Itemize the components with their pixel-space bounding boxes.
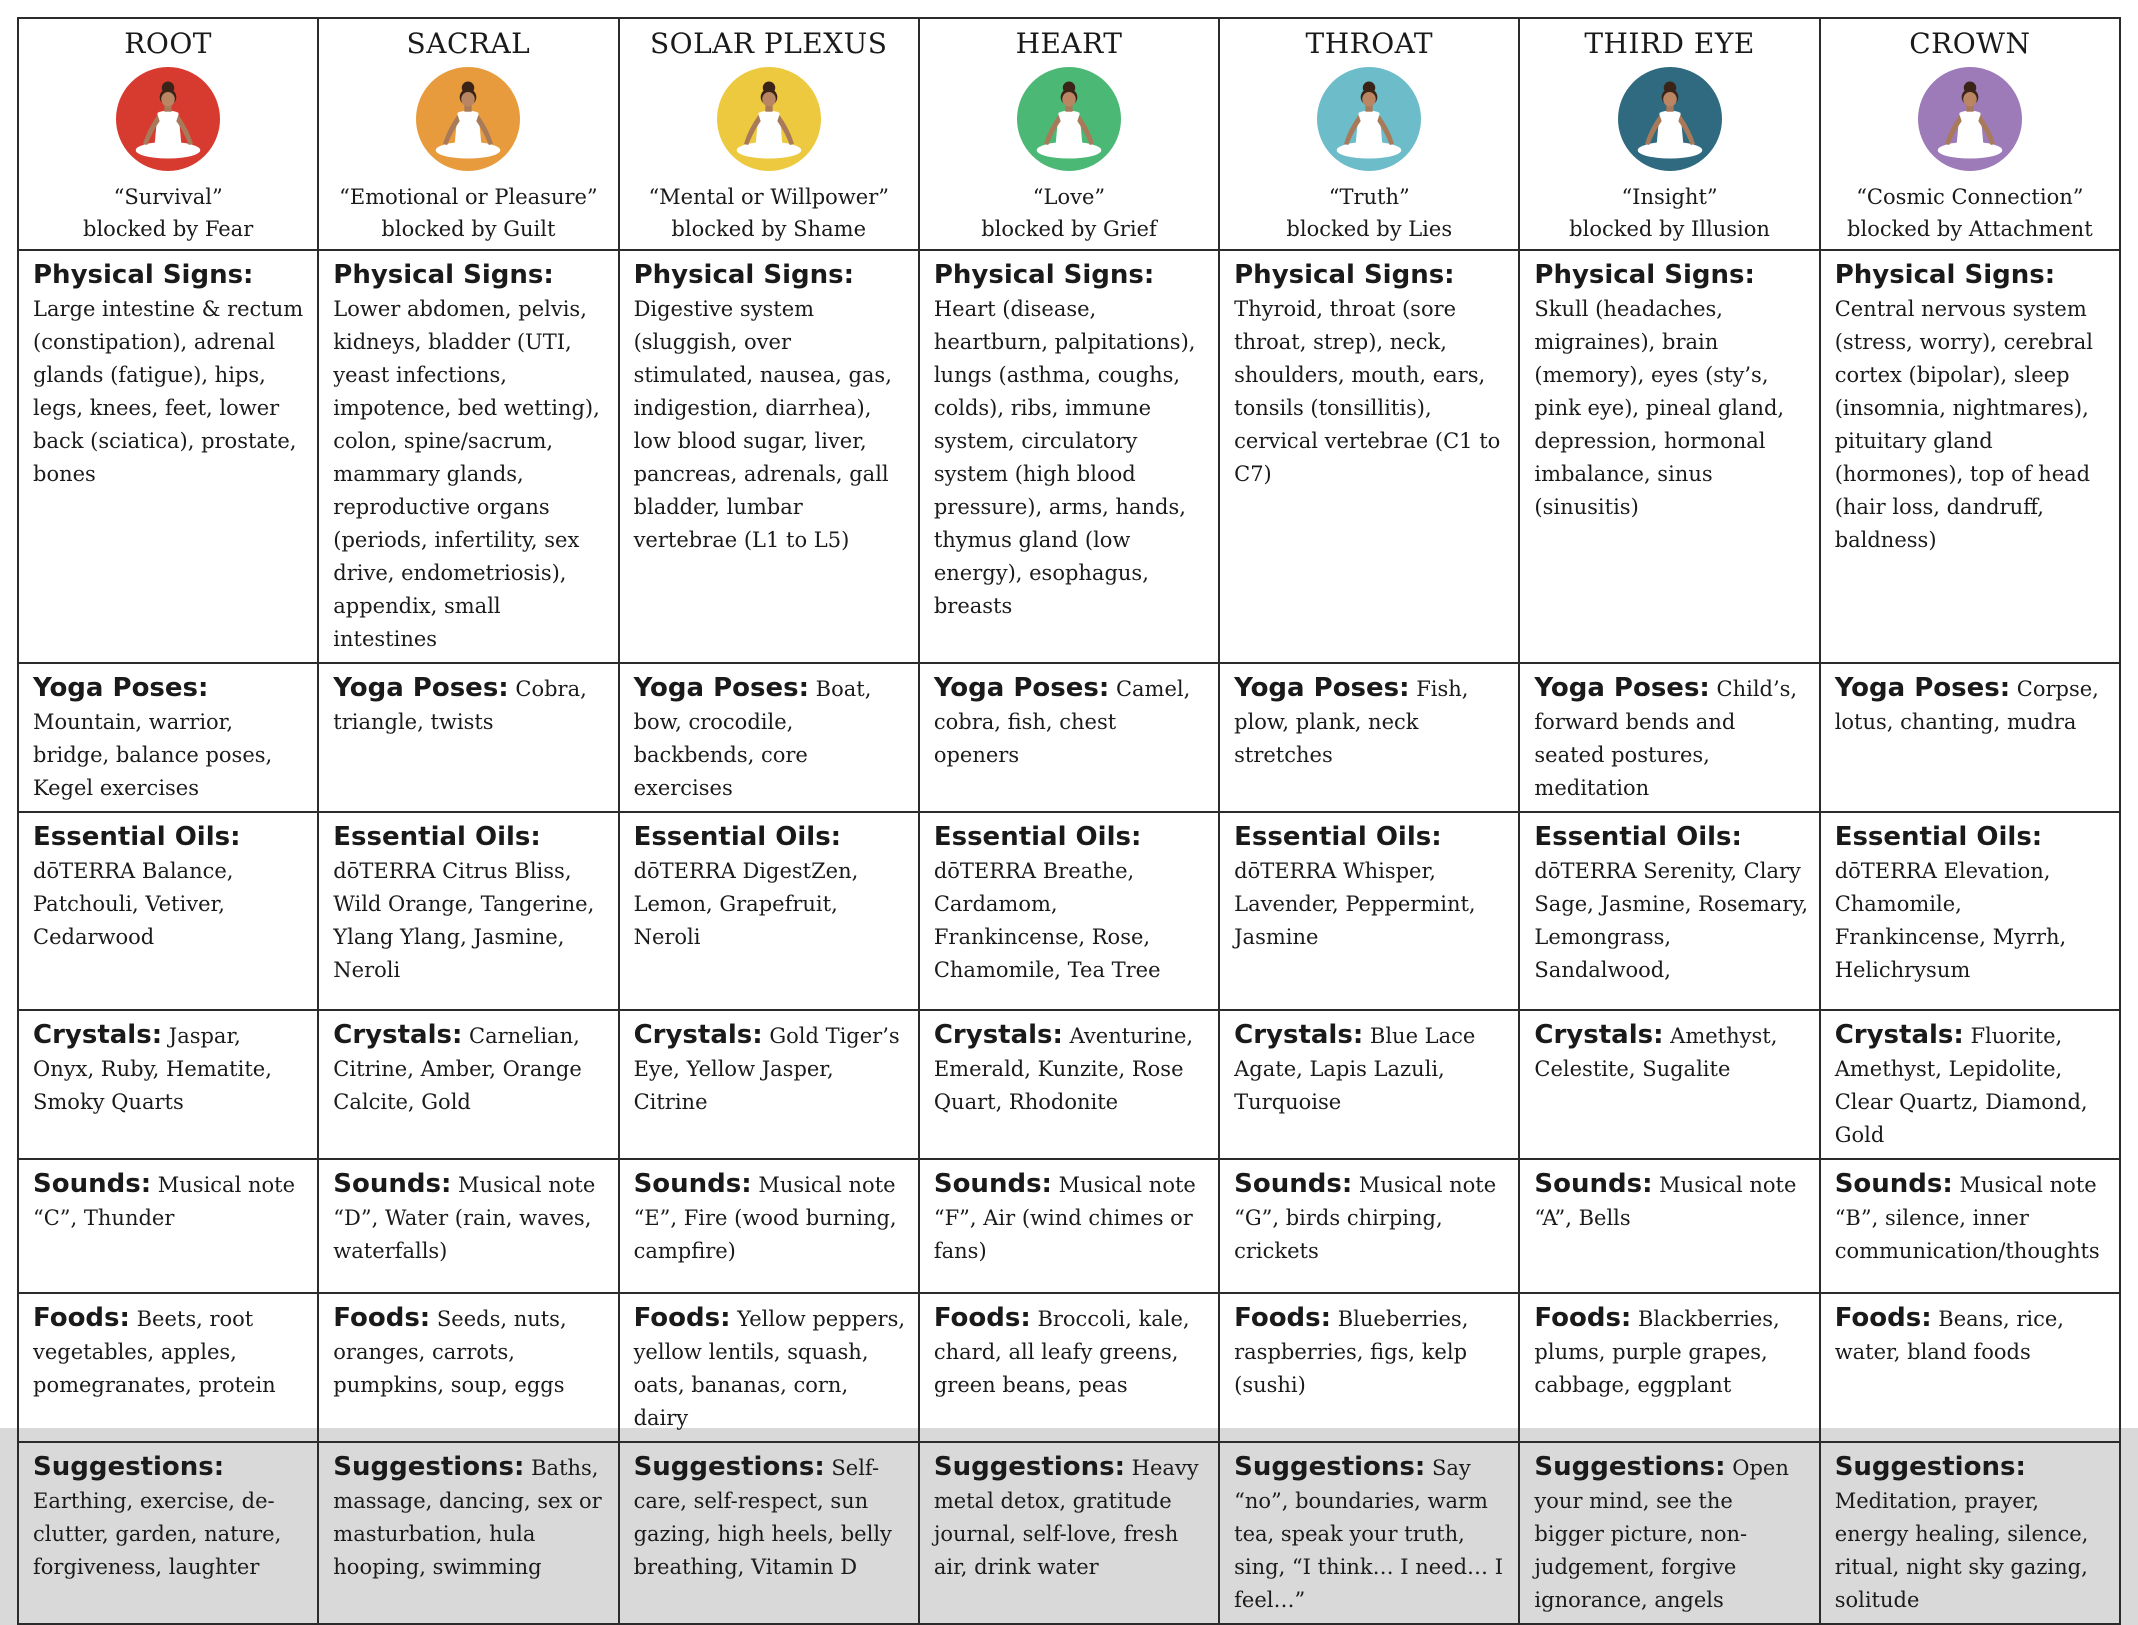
sounds-text: Musical note “E”, Fire (wood burning, campfire) — [633, 1173, 897, 1263]
chakra-blocked-by: blocked by Fear — [83, 217, 254, 241]
essential-oils-text: dōTERRA Citrus Bliss, Wild Orange, Tangerine, Ylang Ylang, Jasmine, Neroli — [333, 859, 595, 982]
crystals-label: Crystals: — [1534, 1020, 1664, 1050]
chakra-blocked-by: blocked by Illusion — [1569, 217, 1770, 241]
sounds-text: Musical note “B”, silence, inner communication/thoughts — [1834, 1173, 2100, 1263]
suggestions-text: Say “no”, boundaries, warm tea, speak your truth, sing, “I think… I need… I feel…” — [1234, 1456, 1504, 1612]
chakra-blocked-by: blocked by Shame — [671, 217, 866, 241]
yoga-poses-label: Yoga Poses: — [633, 673, 809, 703]
yoga-poses-cell — [1219, 663, 1519, 812]
suggestions-row — [18, 1442, 2120, 1624]
essential-oils-text: dōTERRA Serenity, Clary Sage, Jasmine, Rosemary, Lemongrass, Sandalwood, — [1534, 859, 1809, 982]
sacral-meditation-icon — [416, 67, 520, 171]
crystals-label: Crystals: — [633, 1020, 763, 1050]
suggestions-label: Suggestions: — [1234, 1452, 1426, 1482]
yoga-poses-label: Yoga Poses: — [1234, 673, 1410, 703]
physical-signs-row — [18, 250, 2120, 663]
chakra-meaning: “Love” — [1032, 185, 1106, 209]
essential-oils-text: dōTERRA Elevation, Chamomile, Frankincense, Myrrh, Helichrysum — [1834, 859, 2067, 982]
root-meditation-icon — [116, 67, 220, 171]
physical-signs-cell — [1519, 250, 1819, 663]
physical-signs-cell — [1219, 250, 1519, 663]
sounds-row — [18, 1159, 2120, 1293]
essential-oils-label: Essential Oils: — [333, 822, 541, 852]
yoga-poses-cell — [1820, 663, 2120, 812]
suggestions-label: Suggestions: — [33, 1452, 225, 1482]
yoga-poses-text: Camel, cobra, fish, chest openers — [933, 677, 1191, 767]
physical-signs-text: Heart (disease, heartburn, palpitations), lungs (asthma, coughs, colds), ribs, immune system, circulatory system (high blood pressure), arms, hands, thymus gland (low energy), esophagus, breasts — [933, 297, 1196, 618]
chakra-blocked-by: blocked by Attachment — [1847, 217, 2093, 241]
yoga-poses-cell — [619, 663, 919, 812]
essential-oils-text: dōTERRA Balance, Patchouli, Vetiver, Cedarwood — [33, 859, 234, 949]
suggestions-cell — [619, 1442, 919, 1624]
yoga-poses-cell — [1519, 663, 1819, 812]
sounds-cell — [1519, 1159, 1819, 1293]
sounds-cell — [919, 1159, 1219, 1293]
essential-oils-label: Essential Oils: — [33, 822, 241, 852]
suggestions-cell — [1820, 1442, 2120, 1624]
suggestions-label: Suggestions: — [633, 1452, 825, 1482]
crystals-label: Crystals: — [333, 1020, 463, 1050]
crystals-text: Gold Tiger’s Eye, Yellow Jasper, Citrine — [633, 1024, 900, 1114]
essential-oils-label: Essential Oils: — [1234, 822, 1442, 852]
foods-label: Foods: — [933, 1303, 1031, 1333]
yoga-poses-row — [18, 663, 2120, 812]
foods-cell — [1219, 1293, 1519, 1442]
physical-signs-cell — [18, 250, 318, 663]
sounds-cell — [1219, 1159, 1519, 1293]
suggestions-label: Suggestions: — [933, 1452, 1125, 1482]
yoga-poses-text: Corpse, lotus, chanting, mudra — [1834, 677, 2099, 734]
yoga-poses-text: Fish, plow, plank, neck stretches — [1234, 677, 1469, 767]
crystals-text: Amethyst, Celestite, Sugalite — [1534, 1024, 1778, 1081]
chakra-header-cell — [1820, 18, 2120, 250]
foods-label: Foods: — [633, 1303, 731, 1333]
essential-oils-cell — [318, 812, 618, 1010]
sounds-text: Musical note “F”, Air (wind chimes or fans) — [933, 1173, 1196, 1263]
physical-signs-label: Physical Signs: — [1234, 260, 1455, 290]
essential-oils-cell — [1820, 812, 2120, 1010]
yoga-poses-label: Yoga Poses: — [933, 673, 1110, 703]
yoga-poses-text: Mountain, warrior, bridge, balance poses, Kegel exercises — [33, 710, 273, 800]
suggestions-text: Open your mind, see the bigger picture, non-judgement, forgive ignorance, angels — [1534, 1456, 1789, 1612]
physical-signs-label: Physical Signs: — [33, 260, 254, 290]
foods-text: Blueberries, raspberries, figs, kelp (sushi) — [1234, 1307, 1469, 1397]
essential-oils-row — [18, 812, 2120, 1010]
foods-cell — [919, 1293, 1219, 1442]
crystals-text: Aventurine, Emerald, Kunzite, Rose Quart, Rhodonite — [933, 1024, 1194, 1114]
crystals-cell — [619, 1010, 919, 1159]
physical-signs-text: Thyroid, throat (sore throat, strep), neck, shoulders, mouth, ears, tonsils (tonsillitis), cervical vertebrae (C1 to C7) — [1234, 297, 1501, 486]
chakra-header-cell — [619, 18, 919, 250]
suggestions-cell — [318, 1442, 618, 1624]
sounds-cell — [18, 1159, 318, 1293]
crystals-cell — [18, 1010, 318, 1159]
essential-oils-text: dōTERRA DigestZen, Lemon, Grapefruit, Neroli — [633, 859, 859, 949]
yoga-poses-text: Cobra, triangle, twists — [333, 677, 587, 734]
chakra-header-cell — [919, 18, 1219, 250]
essential-oils-text: dōTERRA Whisper, Lavender, Peppermint, Jasmine — [1234, 859, 1476, 949]
crystals-cell — [1820, 1010, 2120, 1159]
chakra-header-cell — [18, 18, 318, 250]
suggestions-cell — [18, 1442, 318, 1624]
heart-meditation-icon — [1017, 67, 1121, 171]
crystals-label: Crystals: — [1234, 1020, 1364, 1050]
essential-oils-cell — [18, 812, 318, 1010]
crystals-label: Crystals: — [933, 1020, 1063, 1050]
chakra-meaning: “Cosmic Connection” — [1856, 185, 2084, 209]
suggestions-cell — [1219, 1442, 1519, 1624]
essential-oils-label: Essential Oils: — [1834, 822, 2043, 852]
crystals-text: Carnelian, Citrine, Amber, Orange Calcite, Gold — [333, 1024, 582, 1114]
suggestions-label: Suggestions: — [1834, 1452, 2026, 1482]
physical-signs-label: Physical Signs: — [1834, 260, 2056, 290]
physical-signs-cell — [318, 250, 618, 663]
sounds-label: Sounds: — [1534, 1169, 1653, 1199]
suggestions-text: Earthing, exercise, de-clutter, garden, nature, forgiveness, laughter — [33, 1489, 282, 1579]
crown-meditation-icon — [1918, 67, 2022, 171]
physical-signs-text: Central nervous system (stress, worry), cerebral cortex (bipolar), sleep (insomnia, nightmares), pituitary gland (hormones), top of head (hair loss, dandruff, baldness) — [1834, 297, 2093, 552]
physical-signs-label: Physical Signs: — [633, 260, 855, 290]
physical-signs-label: Physical Signs: — [333, 260, 554, 290]
foods-text: Beans, rice, water, bland foods — [1834, 1307, 2064, 1364]
chakra-header-cell — [1219, 18, 1519, 250]
chakra-meaning: “Emotional or Pleasure” — [339, 185, 598, 209]
suggestions-cell — [1519, 1442, 1819, 1624]
crystals-row — [18, 1010, 2120, 1159]
sounds-cell — [619, 1159, 919, 1293]
suggestions-cell — [919, 1442, 1219, 1624]
physical-signs-cell — [1820, 250, 2120, 663]
crystals-cell — [318, 1010, 618, 1159]
foods-row — [18, 1293, 2120, 1442]
physical-signs-cell — [919, 250, 1219, 663]
chakra-header-cell — [1519, 18, 1819, 250]
foods-label: Foods: — [33, 1303, 130, 1333]
chakra-blocked-by: blocked by Grief — [981, 217, 1157, 241]
foods-cell — [18, 1293, 318, 1442]
chakra-name: CROWN — [1909, 27, 2031, 60]
throat-meditation-icon — [1317, 67, 1421, 171]
physical-signs-label: Physical Signs: — [1534, 260, 1755, 290]
foods-text: Beets, root vegetables, apples, pomegranates, protein — [33, 1307, 276, 1397]
chakra-meaning: “Truth” — [1328, 185, 1410, 209]
foods-text: Blackberries, plums, purple grapes, cabbage, eggplant — [1534, 1307, 1780, 1397]
sounds-text: Musical note “D”, Water (rain, waves, waterfalls) — [333, 1173, 596, 1263]
chakra-name: THIRD EYE — [1584, 27, 1755, 60]
crystals-text: Fluorite, Amethyst, Lepidolite, Clear Quartz, Diamond, Gold — [1834, 1024, 2088, 1147]
third-eye-meditation-icon — [1618, 67, 1722, 171]
yoga-poses-text: Child’s, forward bends and seated postures, meditation — [1534, 677, 1798, 800]
sounds-label: Sounds: — [633, 1169, 752, 1199]
crystals-text: Blue Lace Agate, Lapis Lazuli, Turquoise — [1234, 1024, 1476, 1114]
sounds-label: Sounds: — [933, 1169, 1052, 1199]
crystals-cell — [919, 1010, 1219, 1159]
yoga-poses-label: Yoga Poses: — [333, 673, 509, 703]
chakra-header-cell — [318, 18, 618, 250]
essential-oils-cell — [919, 812, 1219, 1010]
yoga-poses-label: Yoga Poses: — [1534, 673, 1710, 703]
crystals-label: Crystals: — [1834, 1020, 1964, 1050]
chakra-name: HEART — [1015, 27, 1123, 60]
crystals-label: Crystals: — [33, 1020, 163, 1050]
physical-signs-label: Physical Signs: — [933, 260, 1155, 290]
sounds-label: Sounds: — [333, 1169, 452, 1199]
solar-plexus-meditation-icon — [717, 67, 821, 171]
foods-text: Seeds, nuts, oranges, carrots, pumpkins, soup, eggs — [333, 1307, 567, 1397]
chakra-name: ROOT — [124, 27, 212, 60]
sounds-label: Sounds: — [1234, 1169, 1353, 1199]
yoga-poses-label: Yoga Poses: — [1834, 673, 2011, 703]
yoga-poses-cell — [18, 663, 318, 812]
chakra-name: SACRAL — [406, 27, 531, 60]
chakra-blocked-by: blocked by Lies — [1286, 217, 1453, 241]
essential-oils-label: Essential Oils: — [633, 822, 842, 852]
chakra-name: SOLAR PLEXUS — [649, 27, 888, 60]
suggestions-label: Suggestions: — [1534, 1452, 1726, 1482]
suggestions-text: Meditation, prayer, energy healing, silence, ritual, night sky gazing, solitude — [1834, 1489, 2089, 1612]
chakra-meaning: “Survival” — [113, 185, 223, 209]
chakra-meaning: “Insight” — [1621, 185, 1718, 209]
suggestions-text: Heavy metal detox, gratitude journal, self-love, fresh air, drink water — [933, 1456, 1199, 1579]
essential-oils-label: Essential Oils: — [1534, 822, 1742, 852]
crystals-cell — [1519, 1010, 1819, 1159]
sounds-label: Sounds: — [1834, 1169, 1953, 1199]
physical-signs-text: Digestive system (sluggish, over stimulated, nausea, gas, indigestion, diarrhea), low blood sugar, liver, pancreas, adrenals, gall bladder, lumbar vertebrae (L1 to L5) — [633, 297, 892, 552]
crystals-cell — [1219, 1010, 1519, 1159]
essential-oils-cell — [1219, 812, 1519, 1010]
foods-text: Yellow peppers, yellow lentils, squash, oats, bananas, corn, dairy — [633, 1307, 906, 1430]
suggestions-text: Baths, massage, dancing, sex or masturbation, hula hooping, swimming — [333, 1456, 602, 1579]
yoga-poses-label: Yoga Poses: — [33, 673, 209, 703]
chakra-table — [17, 17, 2121, 1625]
foods-label: Foods: — [1534, 1303, 1632, 1333]
sounds-cell — [1820, 1159, 2120, 1293]
sounds-cell — [318, 1159, 618, 1293]
yoga-poses-cell — [318, 663, 618, 812]
physical-signs-cell — [619, 250, 919, 663]
crystals-text: Jaspar, Onyx, Ruby, Hematite, Smoky Quarts — [33, 1024, 272, 1114]
chakra-blocked-by: blocked by Guilt — [381, 217, 556, 241]
physical-signs-text: Large intestine & rectum (constipation), adrenal glands (fatigue), hips, legs, knees, feet, lower back (sciatica), prostate, bones — [33, 297, 304, 486]
sounds-text: Musical note “G”, birds chirping, crickets — [1234, 1173, 1497, 1263]
foods-text: Broccoli, kale, chard, all leafy greens, green beans, peas — [933, 1307, 1190, 1397]
physical-signs-text: Skull (headaches, migraines), brain (memory), eyes (sty’s, pink eye), pineal gland, depression, hormonal imbalance, sinus (sinusitis) — [1534, 297, 1785, 519]
sounds-label: Sounds: — [33, 1169, 152, 1199]
suggestions-text: Self-care, self-respect, sun gazing, high heels, belly breathing, Vitamin D — [633, 1456, 892, 1579]
essential-oils-cell — [1519, 812, 1819, 1010]
sounds-text: Musical note “C”, Thunder — [33, 1173, 295, 1230]
foods-cell — [1820, 1293, 2120, 1442]
essential-oils-cell — [619, 812, 919, 1010]
chakra-header-row — [18, 18, 2120, 250]
sounds-text: Musical note “A”, Bells — [1534, 1173, 1797, 1230]
foods-cell — [1519, 1293, 1819, 1442]
foods-cell — [619, 1293, 919, 1442]
foods-label: Foods: — [333, 1303, 431, 1333]
foods-label: Foods: — [1834, 1303, 1932, 1333]
essential-oils-text: dōTERRA Breathe, Cardamom, Frankincense, Rose, Chamomile, Tea Tree — [933, 859, 1161, 982]
essential-oils-label: Essential Oils: — [933, 822, 1142, 852]
foods-cell — [318, 1293, 618, 1442]
foods-label: Foods: — [1234, 1303, 1332, 1333]
chakra-meaning: “Mental or Willpower” — [648, 185, 889, 209]
suggestions-label: Suggestions: — [333, 1452, 525, 1482]
physical-signs-text: Lower abdomen, pelvis, kidneys, bladder (UTI, yeast infections, impotence, bed wetting), colon, spine/sacrum, mammary glands, reproductive organs (periods, infertility, sex drive, endometriosis), appendix, small intestines — [333, 297, 600, 651]
yoga-poses-cell — [919, 663, 1219, 812]
chakra-name: THROAT — [1305, 27, 1434, 60]
yoga-poses-text: Boat, bow, crocodile, backbends, core exercises — [633, 677, 872, 800]
